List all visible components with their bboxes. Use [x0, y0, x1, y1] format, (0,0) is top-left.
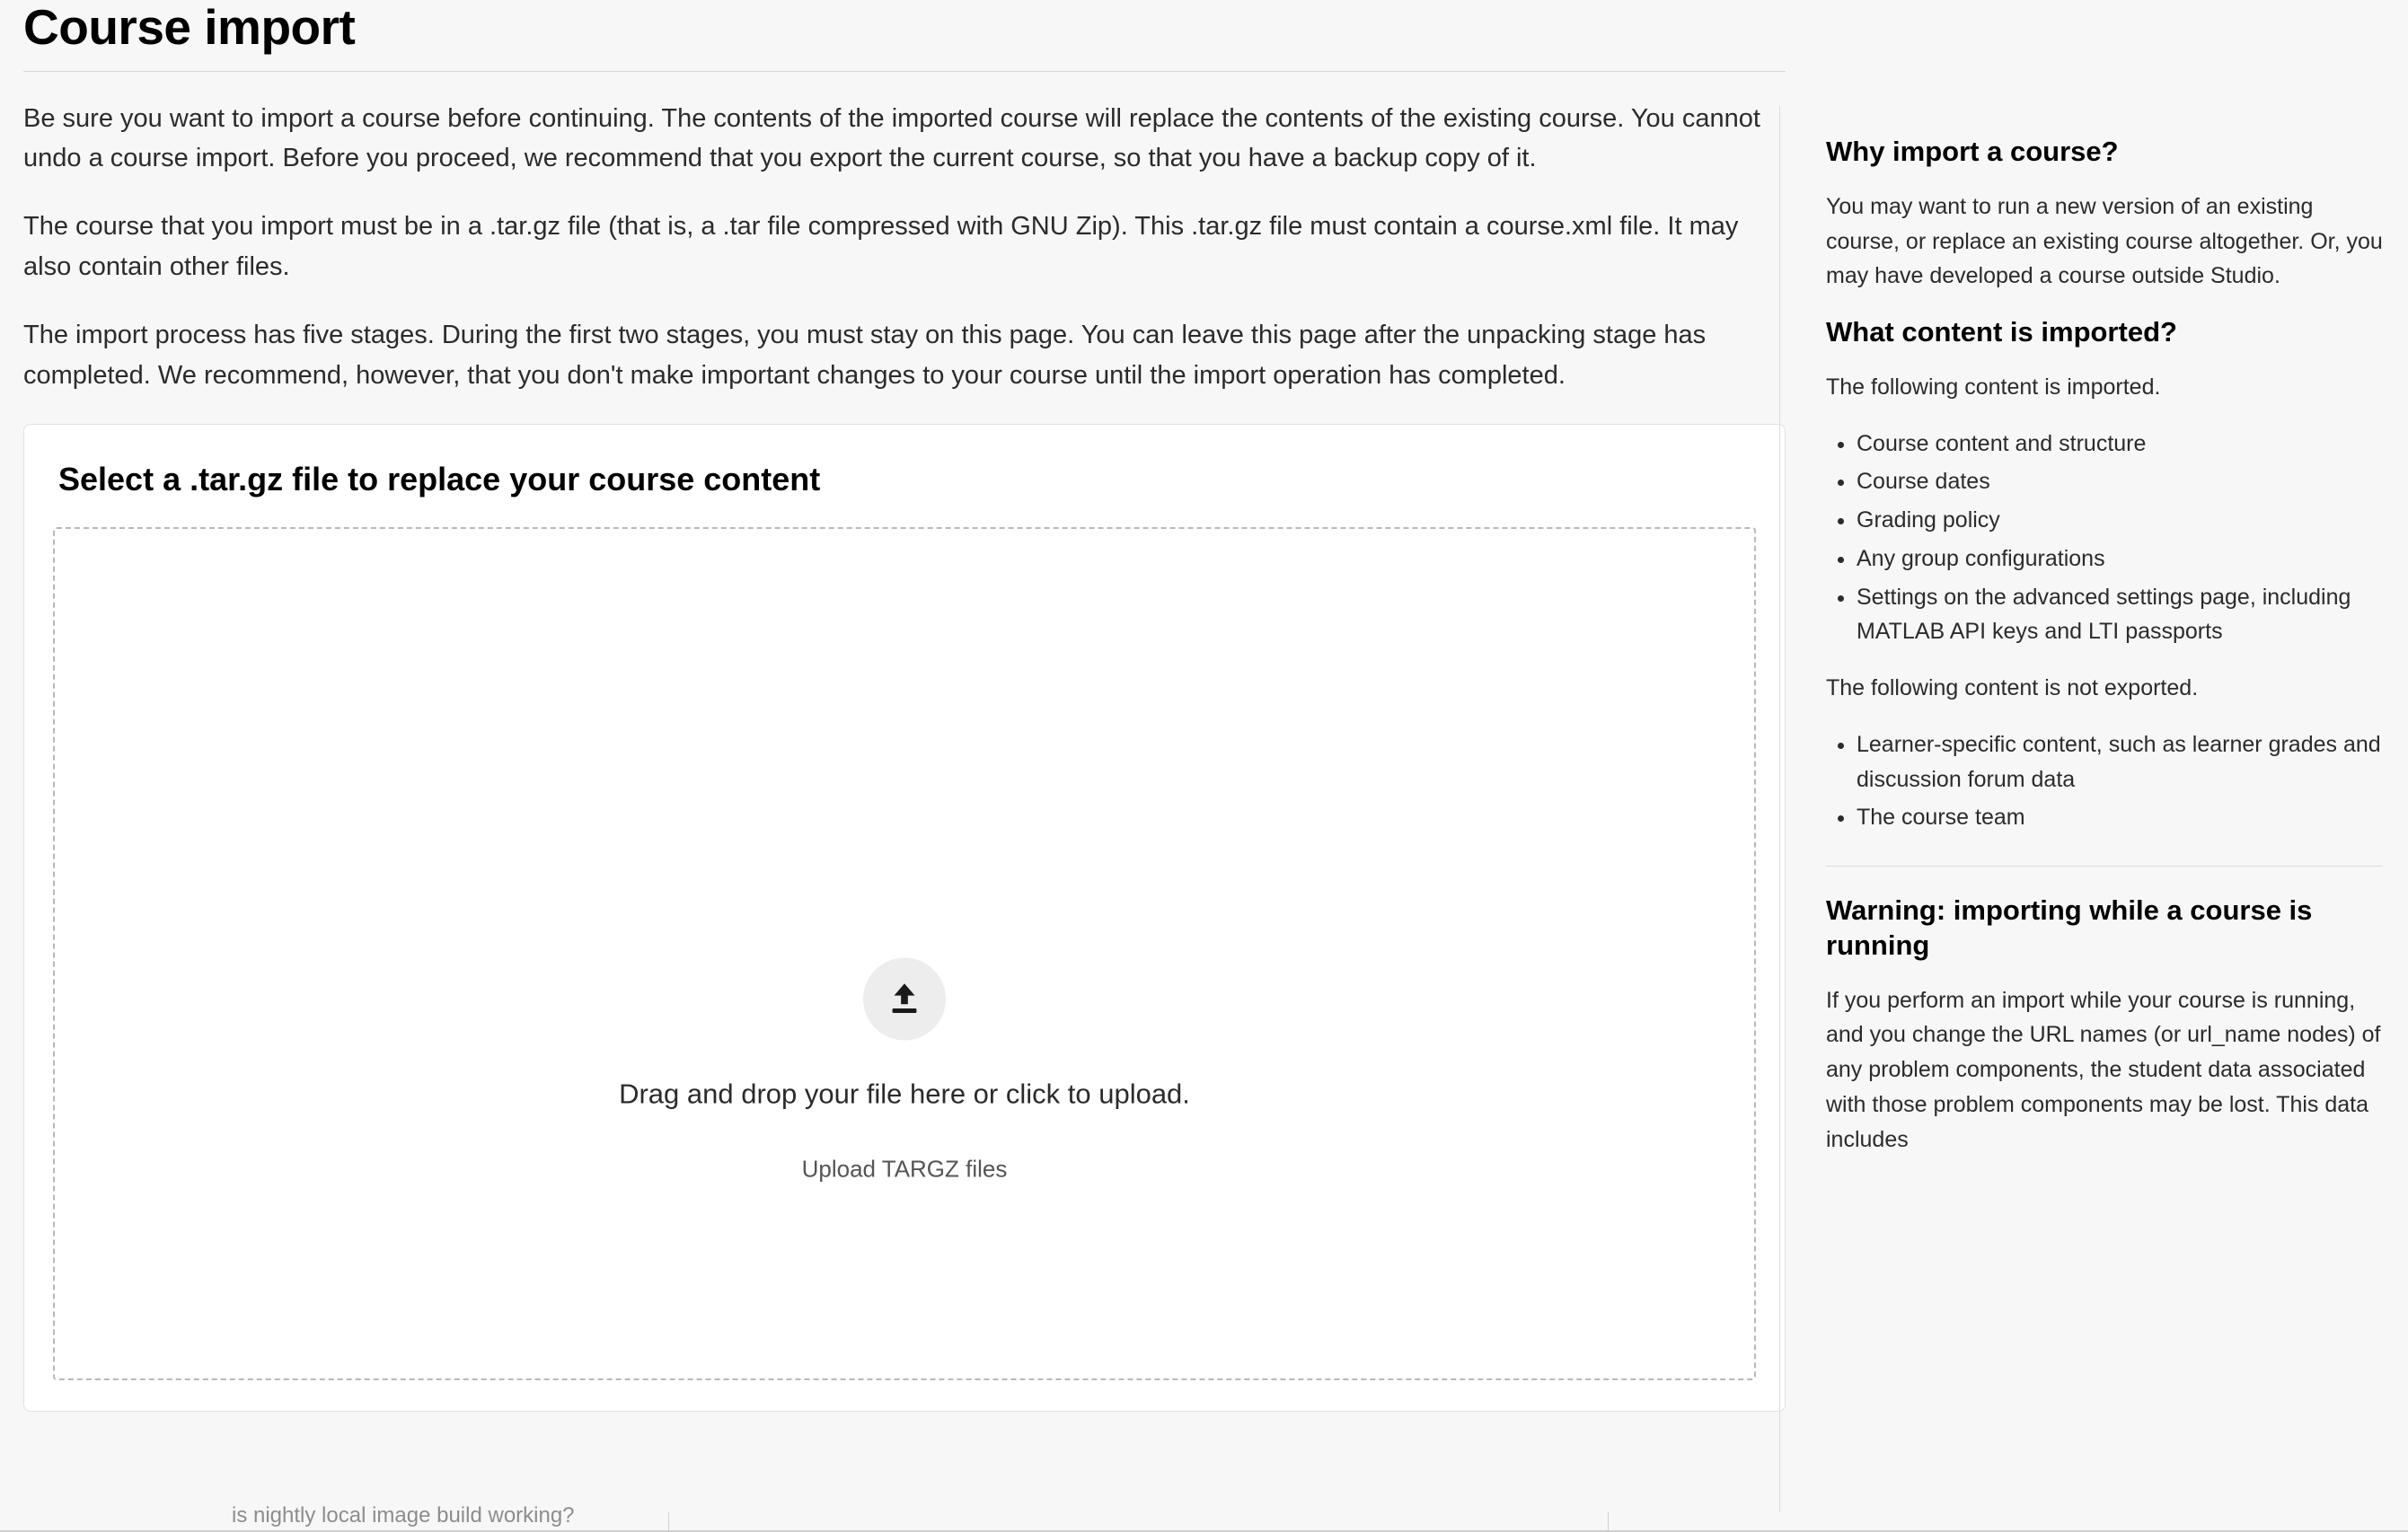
list-item: • Course dates	[1857, 464, 2383, 499]
upload-heading: Select a .tar.gz file to replace your course content	[58, 461, 821, 498]
list-item: • The course team	[1857, 800, 2383, 835]
sidebar-block-what-imported	[1826, 315, 2383, 835]
background-window-tab[interactable]: is nightly local image build working?	[232, 1503, 575, 1528]
sidebar-not-exported-intro: The following content is not exported.	[1826, 675, 2199, 700]
upload-card	[23, 424, 1786, 1412]
sidebar-heading-why-import: Why import a course?	[1826, 136, 2119, 167]
sidebar-heading-warning: Warning: importing while a course is running	[1826, 894, 2313, 961]
sidebar-block-why-import	[1826, 135, 2383, 294]
intro-paragraph-1: Be sure you want to import a course before continuing. The contents of the imported course will replace the contents of the existing course. You cannot undo a course import. Before you proceed, we recommend that you export the current course, so that you have a backup copy of it.	[23, 103, 1760, 173]
sidebar-help	[1826, 0, 2383, 1178]
sidebar-section-divider	[1826, 866, 2383, 867]
chrome-separator	[668, 1512, 669, 1532]
dropzone-sublabel: Upload TARGZ files	[801, 1155, 1008, 1183]
page-title: Course import	[23, 0, 356, 55]
sidebar-why-import-paragraph: You may want to run a new version of an existing course, or replace an existing course altogether. Or, you may have developed a course outside Studio.	[1826, 193, 2383, 289]
intro-paragraph-3: The import process has five stages. During the first two stages, you must stay on this page. You can leave this page after the unpacking stage has completed. We recommend, however, that you don't make important changes to your course until the import operation has completed.	[23, 321, 1707, 391]
sidebar-imported-intro: The following content is imported.	[1826, 374, 2161, 400]
dropzone-label: Drag and drop your file here or click to upload.	[619, 1078, 1190, 1110]
list-item: • Course content and structure	[1857, 427, 2383, 462]
sidebar-warning-paragraph: If you perform an import while your course is running, and you change the URL names (or url_name nodes) of any problem components, the student data associated with those problem components may be lost. This data includes	[1826, 987, 2381, 1152]
main-content-column	[23, 0, 1786, 1412]
sidebar-block-warning	[1826, 894, 2383, 1157]
file-dropzone[interactable]	[53, 527, 1756, 1380]
list-item: • Learner-specific content, such as learner grades and discussion forum data	[1857, 727, 2383, 797]
intro-paragraph-2: The course that you import must be in a .tar.gz file (that is, a .tar file compressed with GNU Zip). This .tar.gz file must contain a course.xml file. It may also contain other files.	[23, 212, 1739, 282]
list-item: • Any group configurations	[1857, 541, 2383, 577]
upload-icon	[863, 958, 946, 1041]
sidebar-divider	[1779, 106, 1780, 1516]
chrome-separator	[1608, 1512, 1609, 1532]
list-item: • Grading policy	[1857, 503, 2383, 538]
dropzone-inner	[55, 958, 1754, 1184]
sidebar-imported-list	[1826, 427, 2383, 650]
bottom-chrome-strip	[0, 1503, 2408, 1532]
list-item: • Settings on the advanced settings page, including MATLAB API keys and LTI passports	[1857, 580, 2383, 650]
sidebar-heading-what-imported: What content is imported?	[1826, 316, 2177, 348]
intro-text	[23, 72, 1786, 397]
sidebar-not-exported-list	[1826, 727, 2383, 835]
